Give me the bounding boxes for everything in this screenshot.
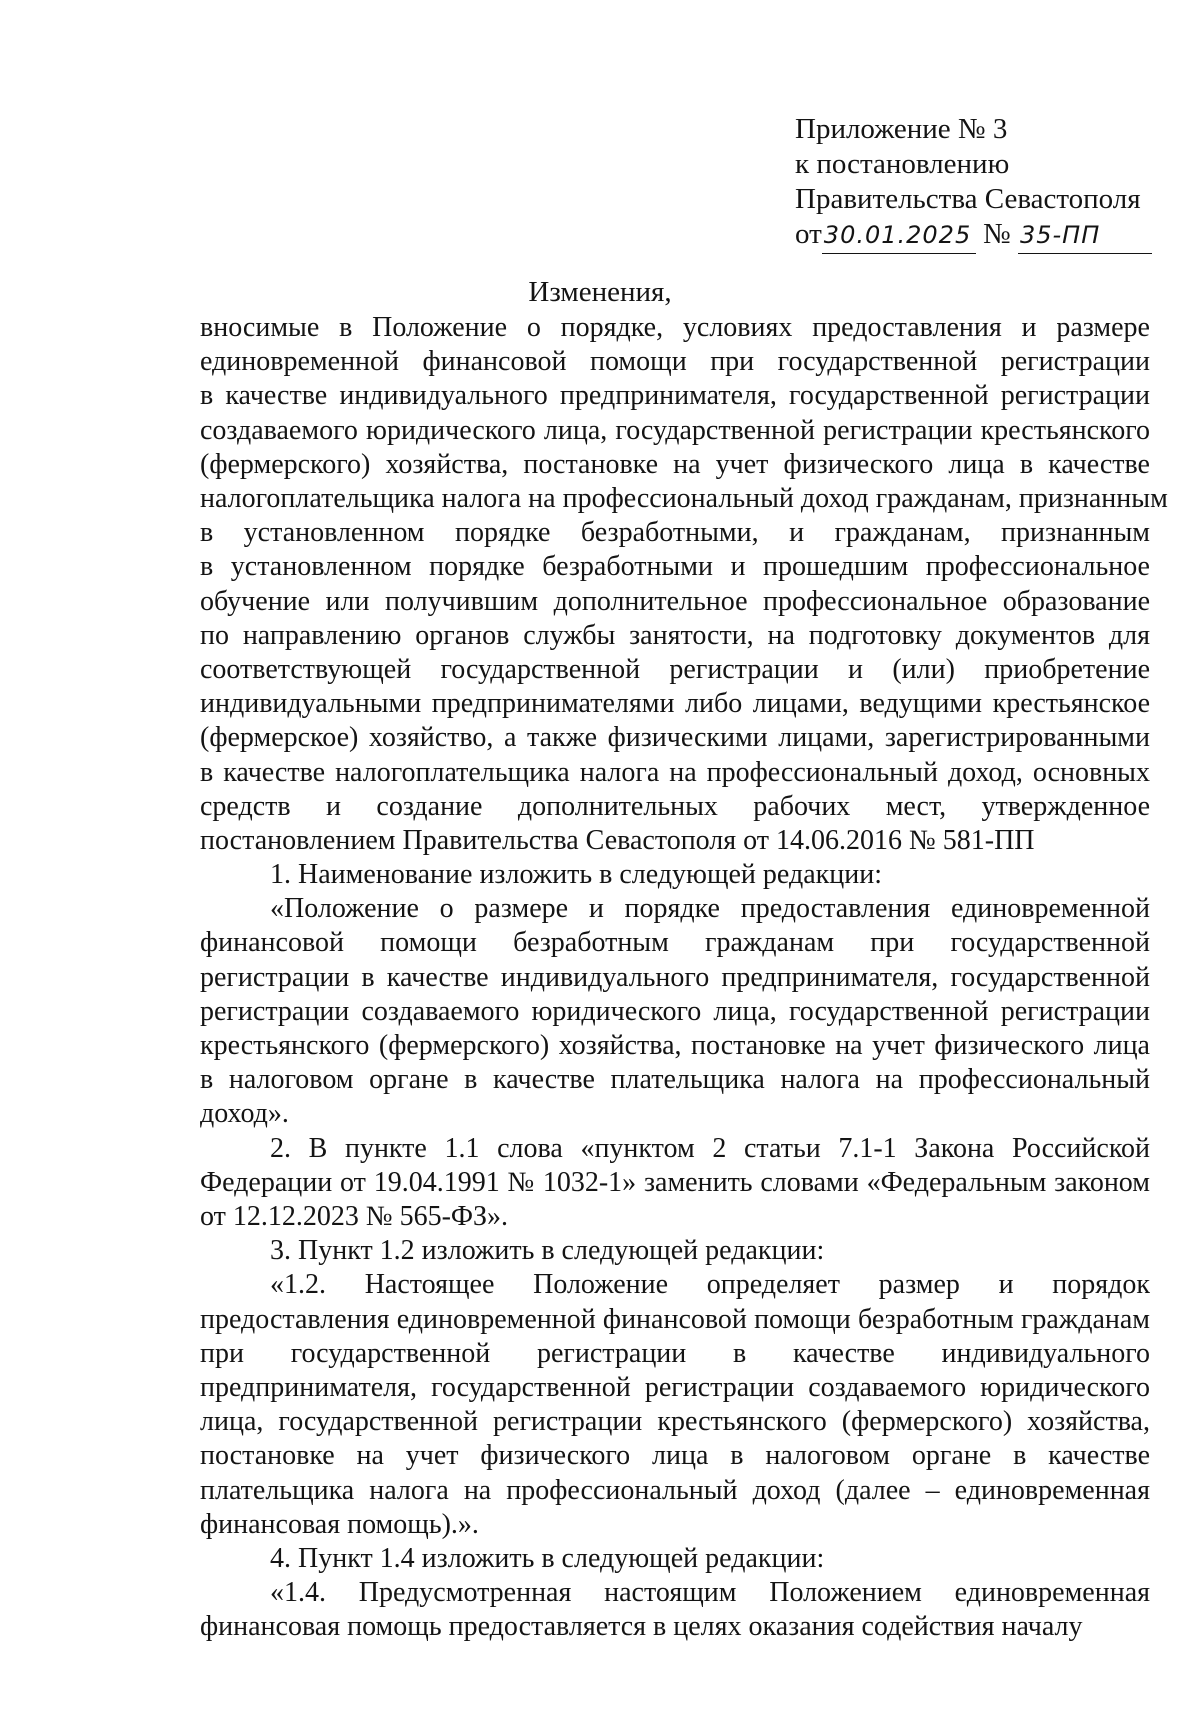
handwritten-number: 35-ПП (1018, 218, 1152, 254)
item-4-quote: «1.4. Предусмотренная настоящим Положением единовременная финансовая помощь предоставляется в целях оказания содействия началу (200, 1577, 1150, 1643)
date-prefix: от (795, 218, 822, 250)
handwritten-date: 30.01.2025 (822, 218, 976, 254)
preamble-line: по направлению органов службы занятости, на подготовку документов для (200, 619, 1150, 651)
preamble-line: в установленном порядке безработными и прошедшим профессиональное (200, 551, 1150, 583)
preamble-line: в качестве налогоплательщика налога на профессиональный доход, основных (200, 756, 1150, 788)
preamble-line: создаваемого юридического лица, государственной регистрации крестьянского (200, 414, 1150, 446)
preamble-line: в качестве индивидуального предпринимателя, государственной регистрации (200, 380, 1150, 412)
amendment-items (200, 858, 1150, 1645)
item-3-quote: «1.2. Настоящее Положение определяет размер и порядок предоставления единовременной финансовой помощи безработным гражданам при государственной регистрации в качестве индивидуального предпринимателя, государственной регистрации создаваемого юридического лица, государственной регистрации крестьянского (фермерского) хозяйства, постановке на учет физического лица в налоговом органе в качестве плательщика налога на профессиональный доход (далее – единовременная финансовая помощь).». (200, 1269, 1150, 1540)
preamble-line: соответствующей государственной регистрации и (или) приобретение (200, 654, 1150, 686)
item-4-heading: 4. Пункт 1.4 изложить в следующей редакции: (270, 1543, 825, 1575)
preamble-line: единовременной финансовой помощи при государственной регистрации (200, 346, 1150, 378)
item-2: 2. В пункте 1.1 слова «пунктом 2 статьи 7.1-1 Закона Российской Федерации от 19.04.1991 № 1032-1» заменить словами «Федеральным законом от 12.12.2023 № 565-ФЗ». (200, 1132, 1150, 1233)
appendix-date-number-line (795, 217, 1175, 254)
appendix-government: Правительства Севастополя (795, 183, 1141, 215)
preamble (200, 311, 1168, 858)
document-title: Изменения, (528, 276, 672, 308)
preamble-line: налогоплательщика налога на профессиональный доход гражданам, признанным (200, 483, 1168, 515)
preamble-line: постановлением Правительства Севастополя от 14.06.2016 № 581-ПП (200, 825, 1035, 857)
appendix-number: Приложение № 3 (795, 113, 1008, 145)
preamble-line: в установленном порядке безработными, и гражданам, признанным (200, 517, 1150, 549)
appendix-header (795, 112, 1175, 254)
preamble-line: средств и создание дополнительных рабочих мест, утвержденное (200, 790, 1150, 822)
number-sign: № (983, 218, 1011, 250)
appendix-to-resolution: к постановлению (795, 148, 1010, 180)
item-1-heading: 1. Наименование изложить в следующей редакции: (270, 859, 882, 890)
preamble-line: (фермерского) хозяйства, постановке на учет физического лица в качестве (200, 448, 1150, 480)
preamble-line: индивидуальными предпринимателями либо лицами, ведущими крестьянское (200, 688, 1150, 720)
item-3-heading: 3. Пункт 1.2 изложить в следующей редакции: (270, 1235, 825, 1267)
preamble-line: вносимые в Положение о порядке, условиях предоставления и размере (200, 312, 1150, 343)
preamble-line: (фермерское) хозяйство, а также физическими лицами, зарегистрированными (200, 722, 1150, 754)
preamble-line: обучение или получившим дополнительное профессиональное образование (200, 585, 1150, 617)
item-1-quote: «Положение о размере и порядке предоставления единовременной финансовой помощи безработным гражданам при государственной регистрации в качестве индивидуального предпринимателя, государственной регистрации создаваемого юридического лица, государственной регистрации крестьянского (фермерского) хозяйства, постановке на учет физического лица в налоговом органе в качестве плательщика налога на профессиональный доход». (200, 893, 1150, 1130)
